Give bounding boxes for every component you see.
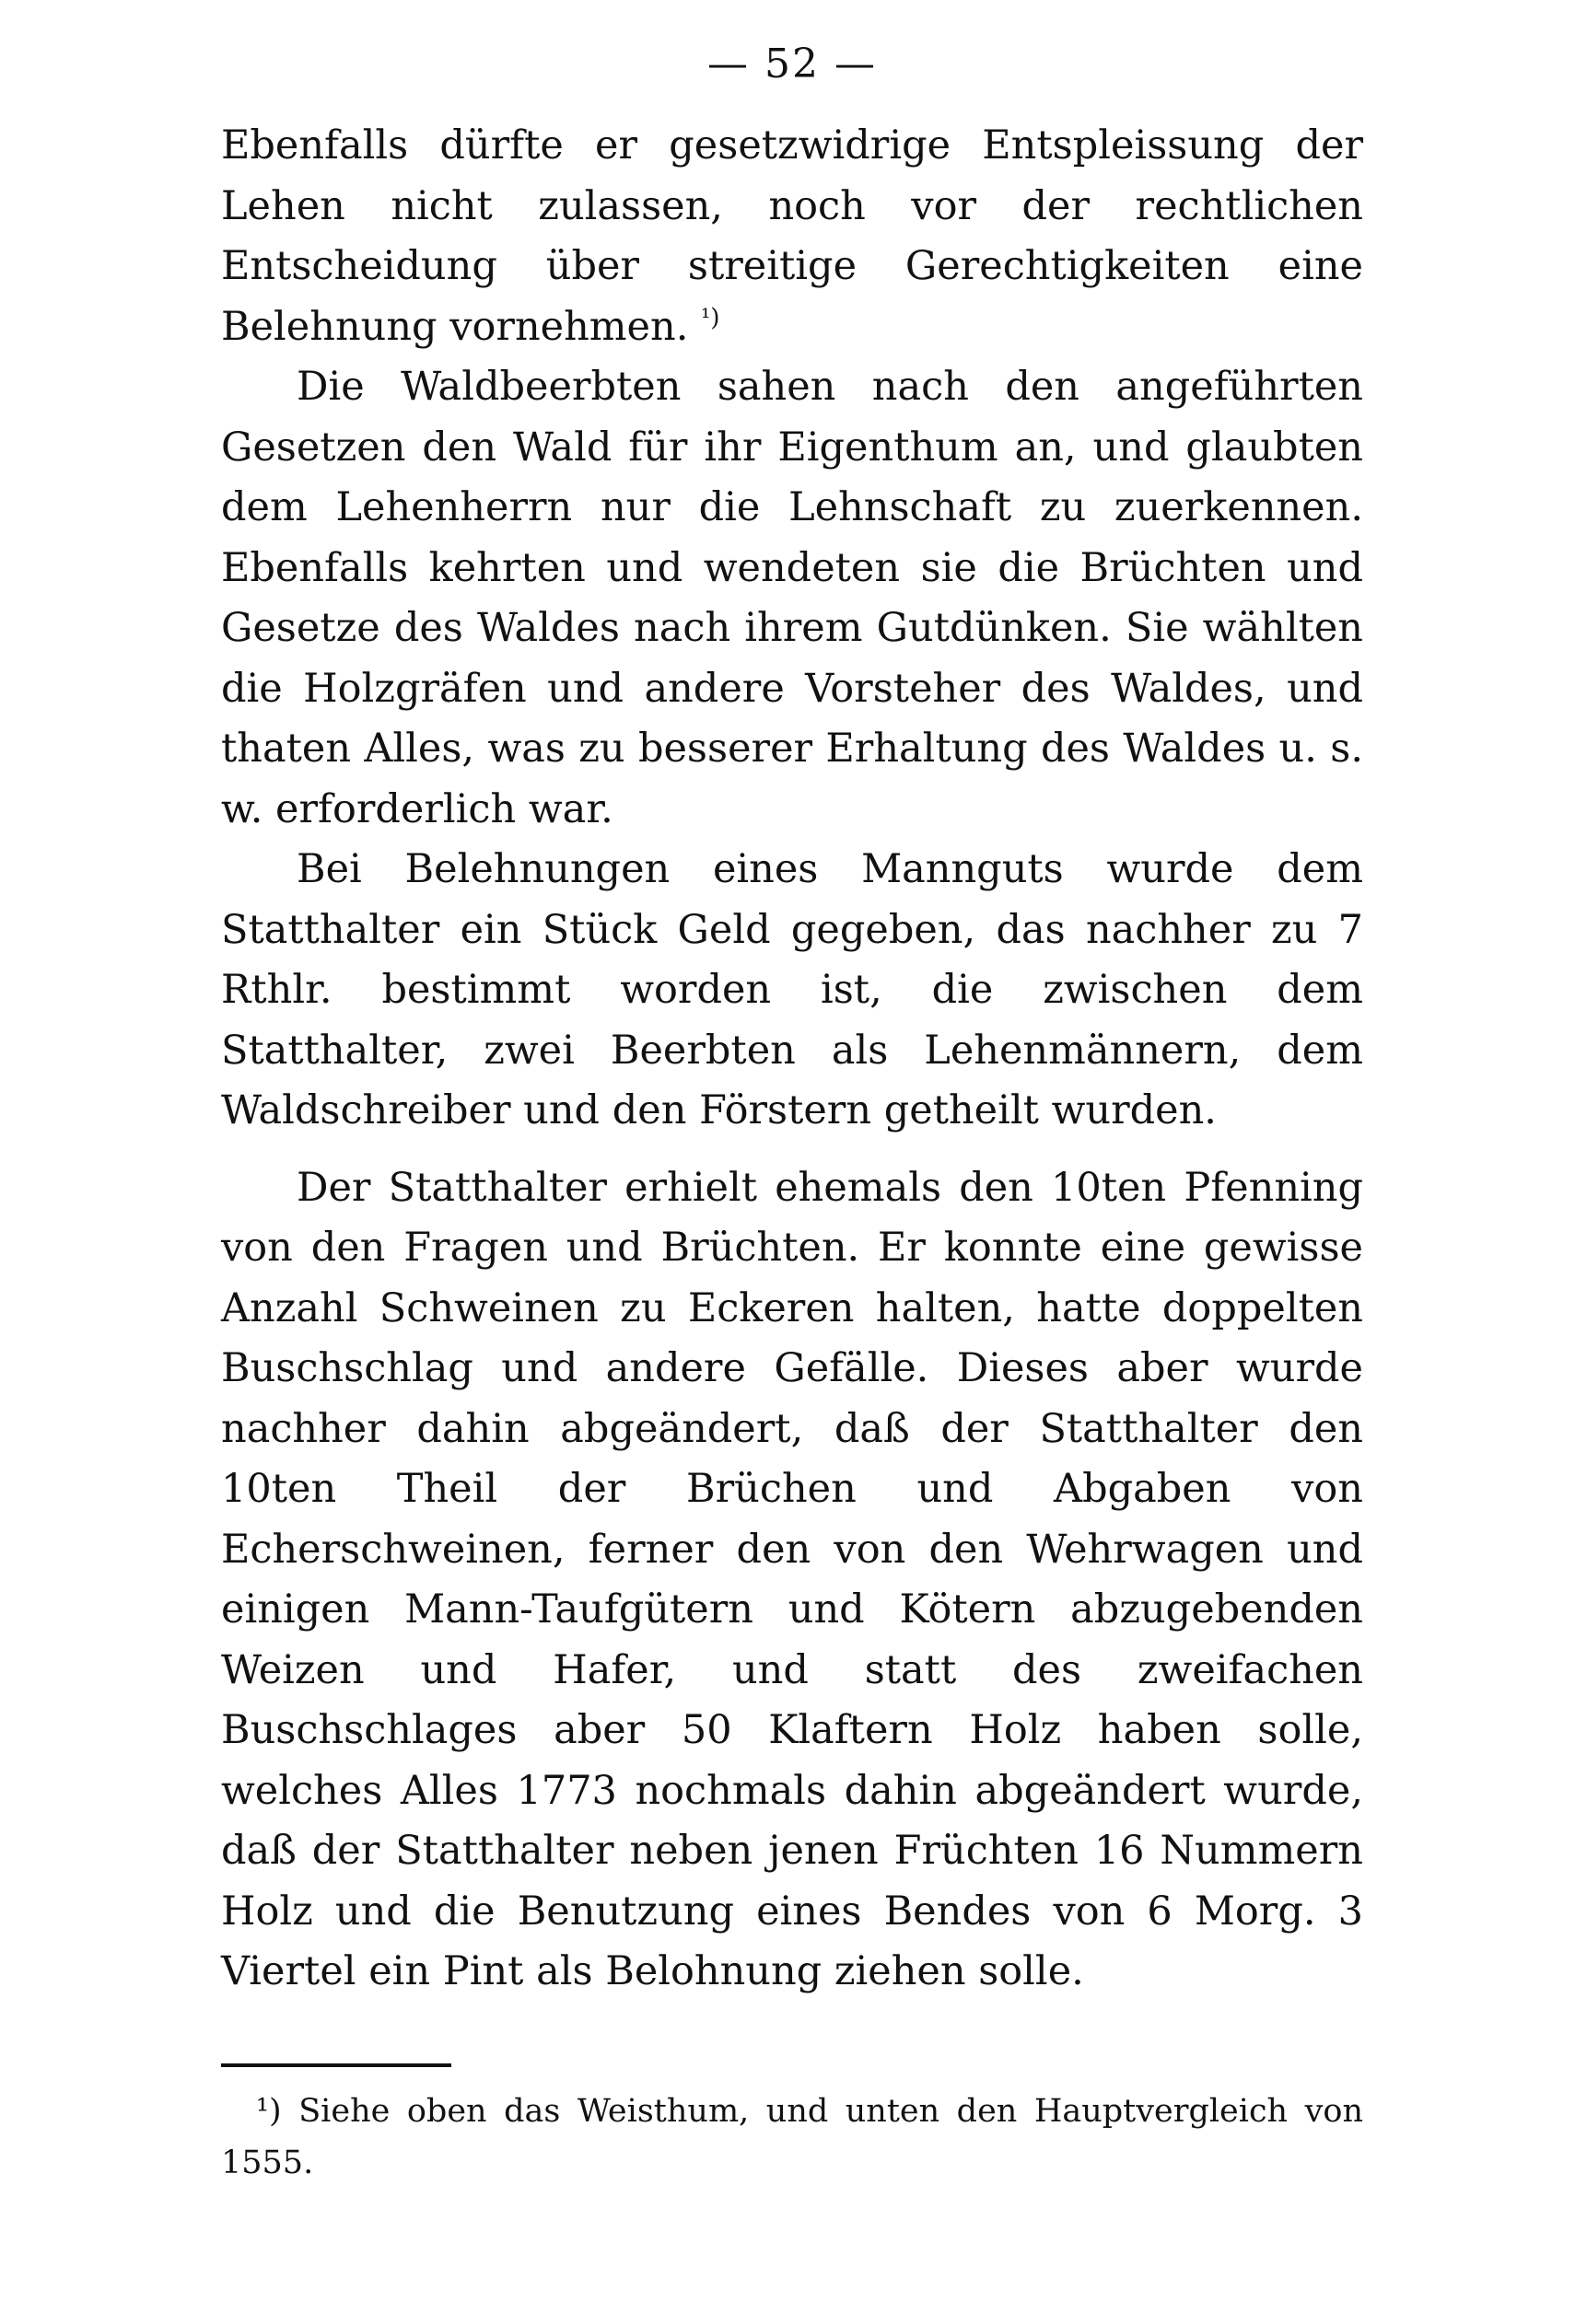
body-text bbox=[221, 116, 1363, 2003]
footnote-text: Siehe oben das Weisthum, und unten den Hauptvergleich von 1555. bbox=[221, 2092, 1363, 2181]
footnote bbox=[221, 2086, 1363, 2189]
paragraph-1 bbox=[221, 116, 1363, 357]
paragraph-3: Bei Belehnungen eines Mannguts wurde dem Statthalter ein Stück Geld gegeben, das nachher zu 7 Rthlr. bestimmt worden ist, die zwischen dem Statthalter, zwei Beerbten als Lehenmännern, dem Waldschreiber und den Förstern getheilt wurden. bbox=[221, 846, 1363, 1133]
paragraph-2: Die Waldbeerbten sahen nach den angeführten Gesetzen den Wald für ihr Eigenthum an, und glaubten dem Lehenherrn nur die Lehnschaft zu zuerkennen. Ebenfalls kehrten und wendeten sie die Brüchten und Gesetze des Waldes nach ihrem Gutdünken. Sie wählten die Holzgräfen und andere Vorsteher des Waldes, und thaten Alles, was zu besserer Erhaltung des Waldes u. s. w. erforderlich war. bbox=[221, 364, 1363, 832]
book-page bbox=[221, 37, 1363, 2283]
footnote-reference: ¹) bbox=[701, 304, 720, 332]
paragraph-4: Der Statthalter erhielt ehemals den 10ten Pfenning von den Fragen und Brüchten. Er konnte eine gewisse Anzahl Schweinen zu Eckeren halten, hatte doppelten Buschschlag und andere Gefälle. Dieses aber wurde nachher dahin abgeändert, daß der Statthalter den 10ten Theil der Brüchen und Abgaben von Echerschweinen, ferner den von den Wehrwagen und einigen Mann-Taufgütern und Kötern abzugebenden Weizen und Hafer, und statt des zweifachen Buschschlages aber 50 Klaftern Holz haben solle, welches Alles 1773 nochmals dahin abgeändert wurde, daß der Statthalter neben jenen Früchten 16 Nummern Holz und die Benutzung eines Bendes von 6 Morg. 3 Viertel ein Pint als Belohnung ziehen solle. bbox=[221, 1164, 1363, 1994]
paragraph-1-text: Ebenfalls dürfte er gesetzwidrige Entspleissung der Lehen nicht zulassen, noch vor der rechtlichen Entscheidung über streitige Gerechtigkeiten eine Belehnung vornehmen. bbox=[221, 122, 1363, 350]
footnote-marker: ¹) bbox=[256, 2092, 282, 2130]
page-number: — 52 — bbox=[707, 41, 877, 87]
footnote-divider bbox=[221, 2063, 451, 2067]
